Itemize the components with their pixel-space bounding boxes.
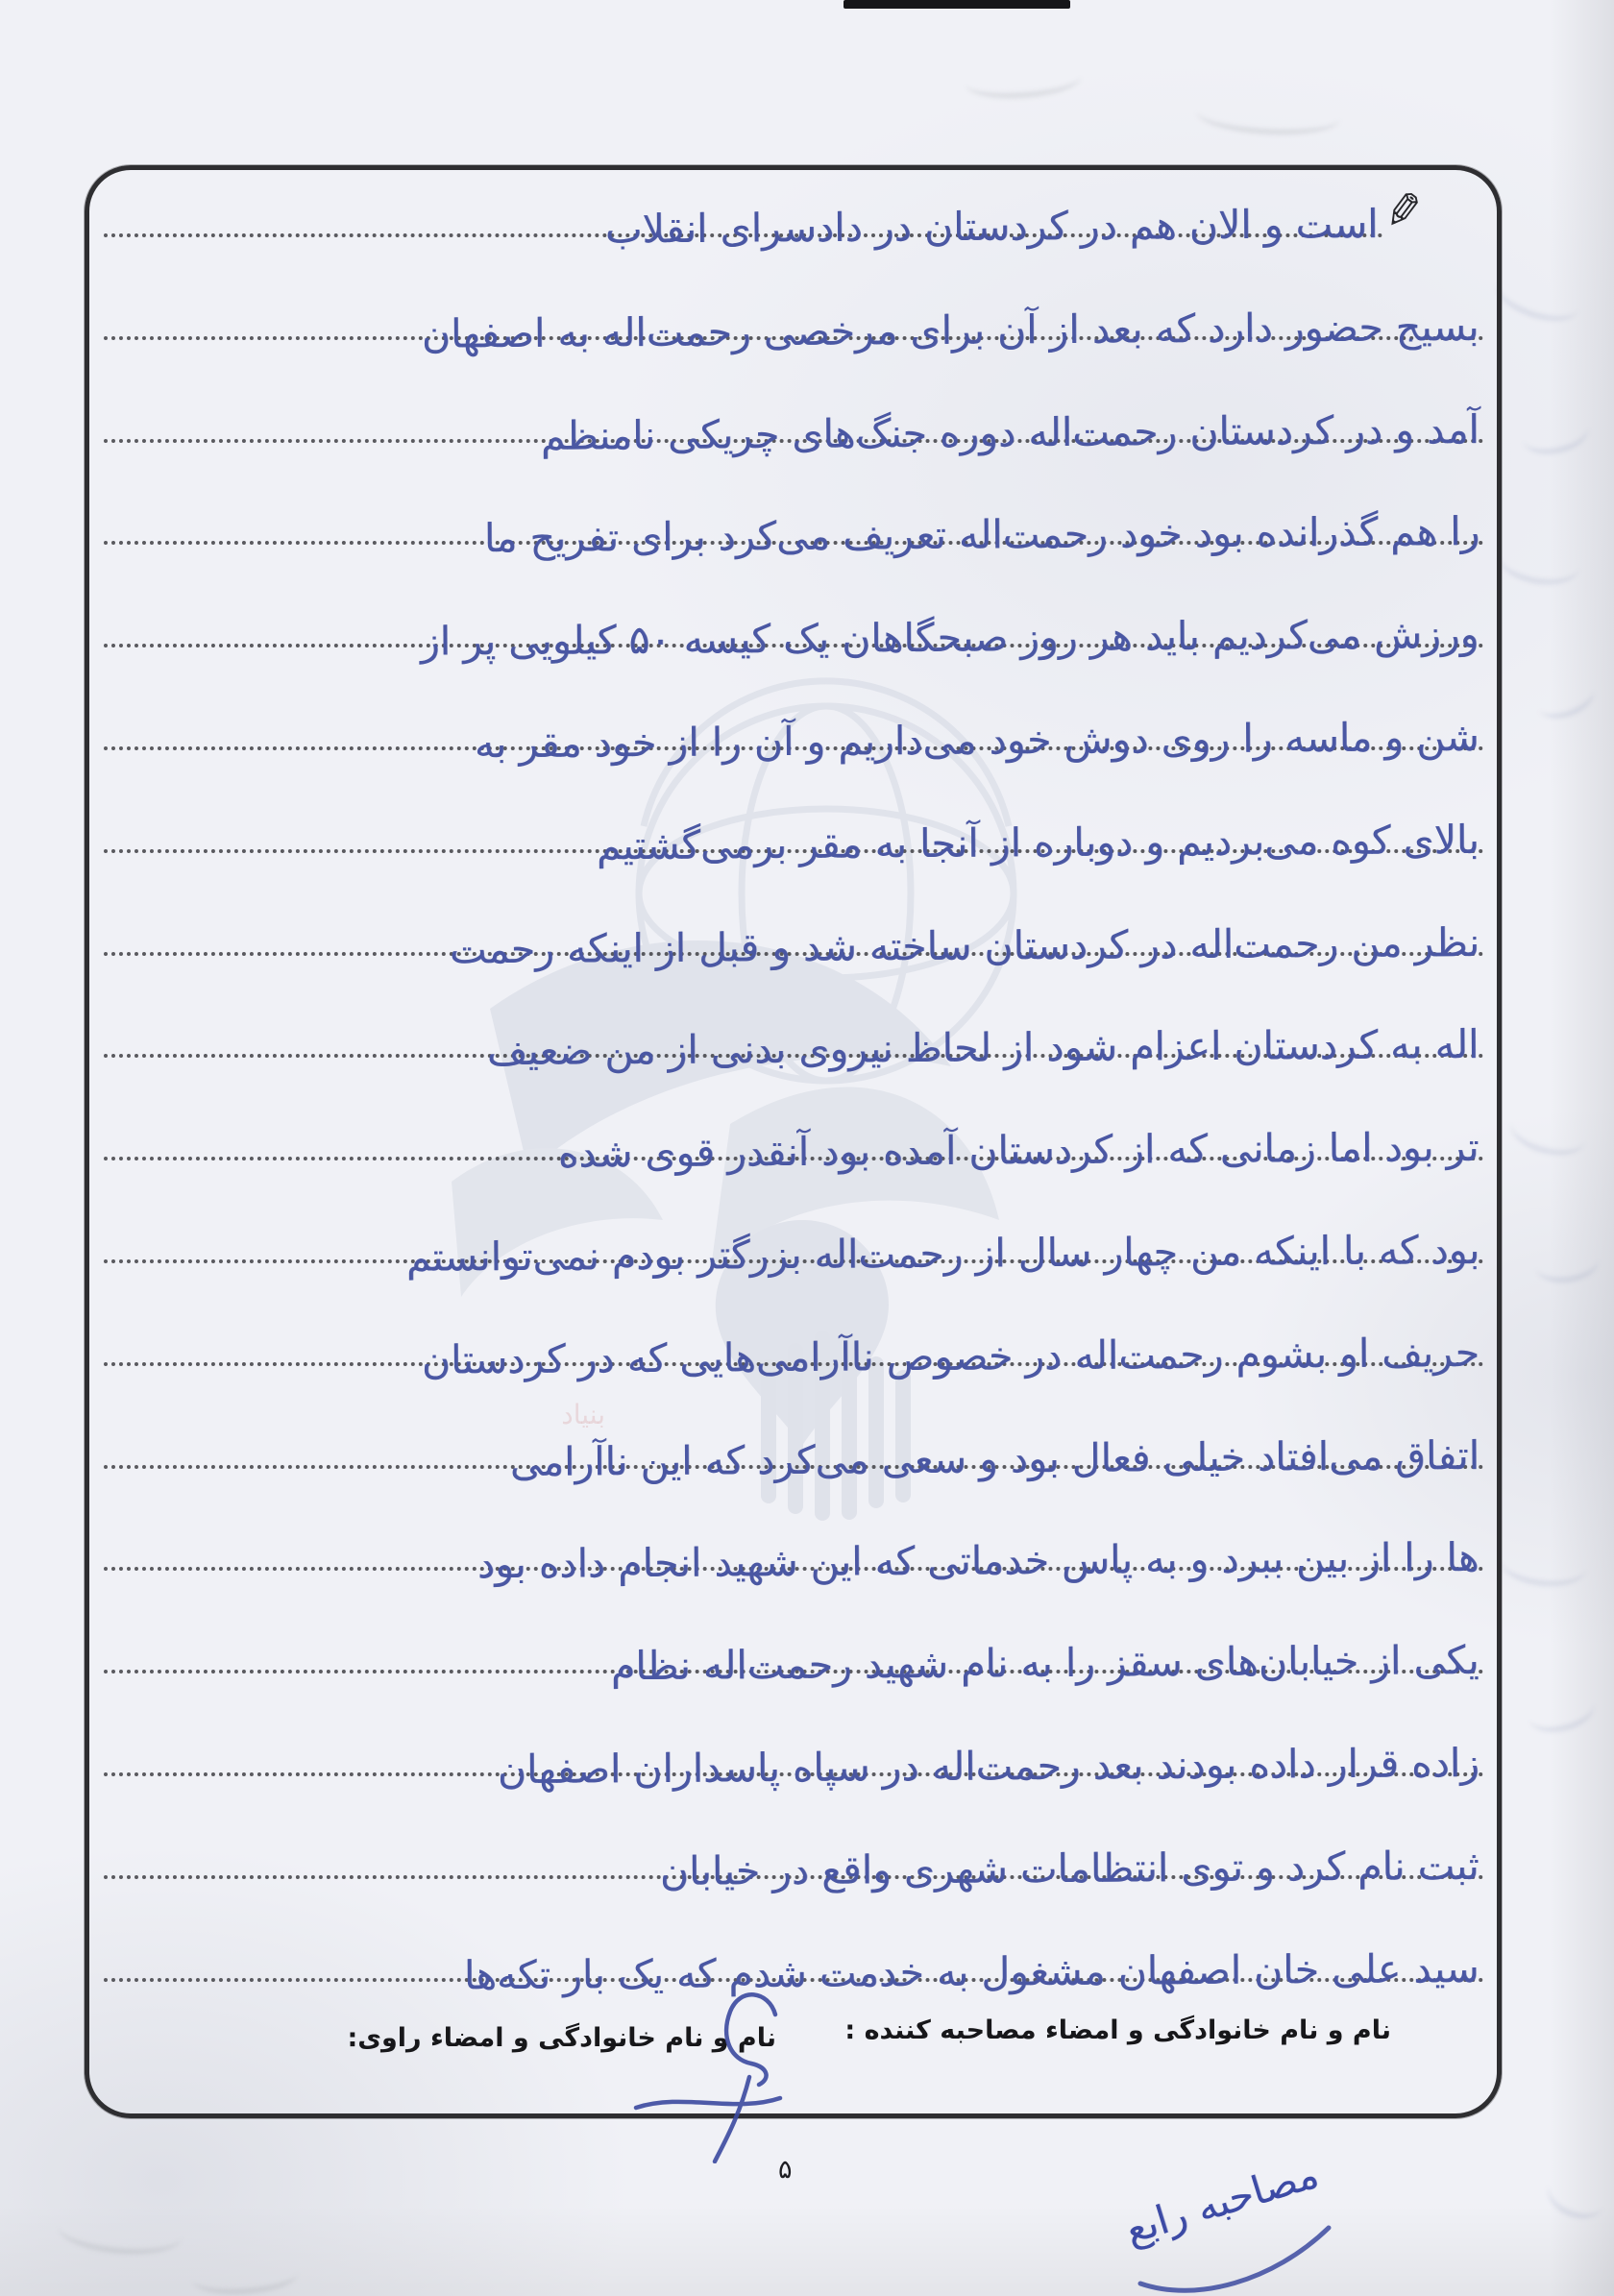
handwritten-line: بود که با اینکه من چهار سال از رحمت‌اله بزرگتر بودم نمی‌توانستم xyxy=(405,1226,1480,1281)
bleed-through-mark xyxy=(1518,406,1592,460)
ruled-dotted-line xyxy=(104,849,1484,853)
ruled-dotted-line xyxy=(104,541,1484,545)
page-border-frame xyxy=(85,165,1502,2118)
ruled-dotted-line xyxy=(104,746,1484,750)
bleed-through-mark xyxy=(1541,2163,1613,2227)
archive-margin-note-underline xyxy=(1129,2214,1350,2296)
ruled-dotted-line xyxy=(104,233,1383,237)
bleed-through-mark xyxy=(965,60,1082,102)
handwritten-line: بالای کوه می‌بردیم و دوباره از آنجا به مقر برمی‌گشتیم xyxy=(596,816,1480,869)
bleed-through-mark xyxy=(1195,92,1341,138)
ruled-dotted-line xyxy=(104,439,1484,443)
narrator-signature-label: نام و نام خانوادگی و امضاء راوی: xyxy=(347,2023,776,2053)
handwritten-line: است و الان هم در کردستان در دادسرای انقلاب xyxy=(605,200,1380,253)
pen-icon: ✎ xyxy=(1381,182,1427,241)
ruled-dotted-line xyxy=(104,644,1484,647)
scan-edge-artifact xyxy=(844,0,1070,9)
ruled-dotted-line xyxy=(104,1259,1484,1263)
handwritten-line: ها را از بین ببرد و به پاس خدماتی که این شهید انجام داده بود xyxy=(477,1533,1480,1588)
bleed-through-mark xyxy=(1499,1537,1589,1590)
handwritten-line: تر بود اما زمانی که از کردستان آمده بود آنقدر قوی شده xyxy=(558,1123,1480,1177)
handwritten-line: یکی از خیابان‌های سقز را به نام شهید رحمت‌اله نظام xyxy=(610,1636,1480,1690)
bleed-through-mark xyxy=(1533,673,1600,725)
handwritten-line: سید علی خان اصفهان مشغول به خدمت شدم که یک بار تکه‌ها xyxy=(464,1944,1480,1999)
handwritten-line: را هم گذرانده بود خود رحمت‌اله تعریف می‌کرد برای تفریح ما xyxy=(483,507,1480,562)
bleed-through-mark xyxy=(1533,1240,1602,1287)
ruled-dotted-line xyxy=(104,1875,1484,1879)
bleed-through-mark xyxy=(1490,261,1586,330)
ruled-dotted-line xyxy=(104,1054,1484,1058)
bleed-through-mark xyxy=(1524,1683,1599,1739)
ruled-dotted-line xyxy=(104,336,1484,340)
ruled-dotted-line xyxy=(104,1670,1484,1673)
bleed-through-mark xyxy=(56,2204,184,2259)
handwritten-line: زاده قرار داده بودند بعد رحمت‌اله در سپاه پاسداران اصفهان xyxy=(497,1739,1480,1794)
bleed-through-mark xyxy=(1496,532,1583,591)
interviewer-signature xyxy=(607,1971,838,2163)
ruled-dotted-line xyxy=(104,1567,1484,1571)
page-number: ۵ xyxy=(778,2155,793,2185)
handwritten-line: شن و ماسه را روی دوش خود می‌داریم و آن را از خود مقر به xyxy=(474,713,1480,768)
interviewer-signature-label: نام و نام خانوادگی و امضاء مصاحبه کننده : xyxy=(844,2015,1391,2045)
bleed-through-mark xyxy=(1506,1101,1592,1162)
ruled-dotted-line xyxy=(104,952,1484,956)
ruled-dotted-line xyxy=(104,1772,1484,1776)
handwritten-line: حریف او بشوم رحمت‌اله در خصوص ناآرامی‌هایی که در کردستان xyxy=(421,1329,1480,1383)
ruled-dotted-line xyxy=(104,1465,1484,1469)
watermark-red-text: بنیاد xyxy=(561,1399,605,1430)
bleed-through-mark xyxy=(191,2256,299,2296)
handwritten-line: نظر من رحمت‌اله در کردستان ساخته شد و قبل از اینکه رحمت xyxy=(449,918,1480,973)
handwritten-line: ورزش می‌کردیم باید هر روز صبحگاهان یک کیسه ۵۰ کیلویی پر از xyxy=(421,610,1480,665)
ruled-dotted-line xyxy=(104,1157,1484,1160)
handwritten-line: اله به کردستان اعزام شود از لحاظ نیروی بدنی از من ضعیف xyxy=(487,1020,1480,1075)
handwritten-line: اتفاق می‌افتاد خیلی فعال بود و سعی می‌کرد که این ناآرامی xyxy=(509,1431,1480,1485)
handwritten-line: آمد و در کردستان رحمت‌اله دوره جنگ‌های چریکی نامنظم xyxy=(540,405,1480,459)
handwritten-line: بسیج حضور دارد که بعد از آن برای مرخصی رحمت‌اله به اصفهان xyxy=(422,303,1480,357)
handwritten-line: ثبت نام کرد و توی انتظامات شهری واقع در خیابان xyxy=(659,1842,1480,1894)
archive-margin-note: مصاحبه رابع xyxy=(1119,2150,1324,2254)
ruled-dotted-line xyxy=(104,1362,1484,1366)
